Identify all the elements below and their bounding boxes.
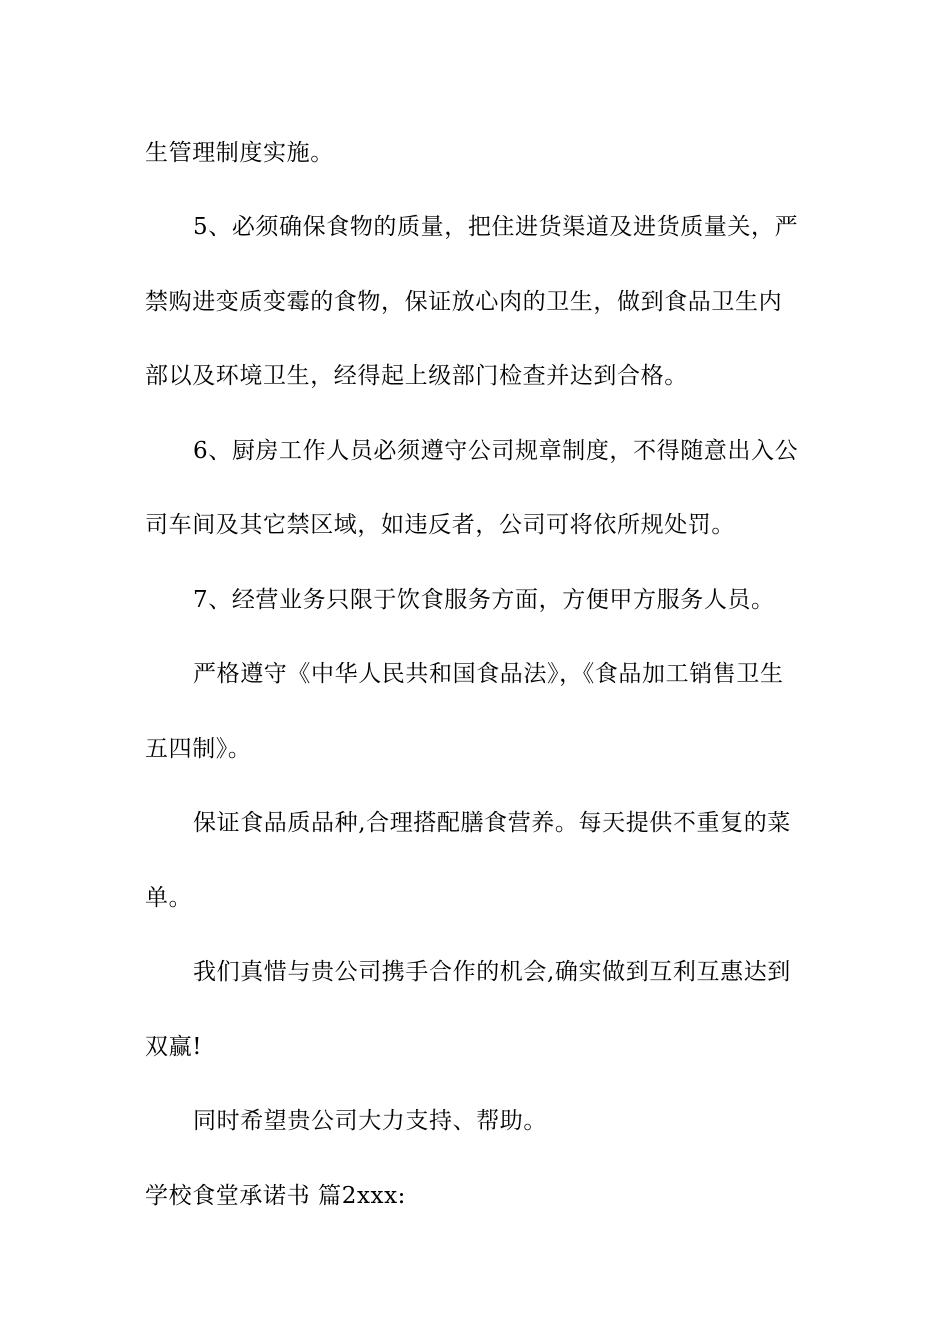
text-line: 严格遵守《中华人民共和国食品法》，《食品加工销售卫生 xyxy=(193,661,784,687)
text-line: 单。 xyxy=(145,885,193,911)
text-line: 6、厨房工作人员必须遵守公司规章制度，不得随意出入公 xyxy=(193,438,799,464)
section-heading: 学校食堂承诺书 篇2xxx: xyxy=(145,1183,407,1209)
text-line: 保证食品质品种,合理搭配膳食营养。每天提供不重复的菜 xyxy=(193,810,791,836)
text-line: 禁购进变质变霉的食物，保证放心肉的卫生，做到食品卫生内 xyxy=(145,289,783,315)
text-line: 五四制》。 xyxy=(145,736,252,762)
text-line: 生管理制度实施。 xyxy=(145,140,334,166)
text-line: 同时希望贵公司大力支持、帮助。 xyxy=(193,1108,547,1134)
text-line: 部以及环境卫生，经得起上级部门检查并达到合格。 xyxy=(145,363,688,389)
text-line: 5、必须确保食物的质量，把住进货渠道及进货质量关，严 xyxy=(193,214,799,240)
text-line: 双赢! xyxy=(145,1034,203,1060)
text-line: 我们真惜与贵公司携手合作的机会,确实做到互利互惠达到 xyxy=(193,959,791,985)
text-line: 司车间及其它禁区域，如违反者，公司可将依所规处罚。 xyxy=(145,512,735,538)
text-line: 7、经营业务只限于饮食服务方面，方便甲方服务人员。 xyxy=(193,587,775,613)
